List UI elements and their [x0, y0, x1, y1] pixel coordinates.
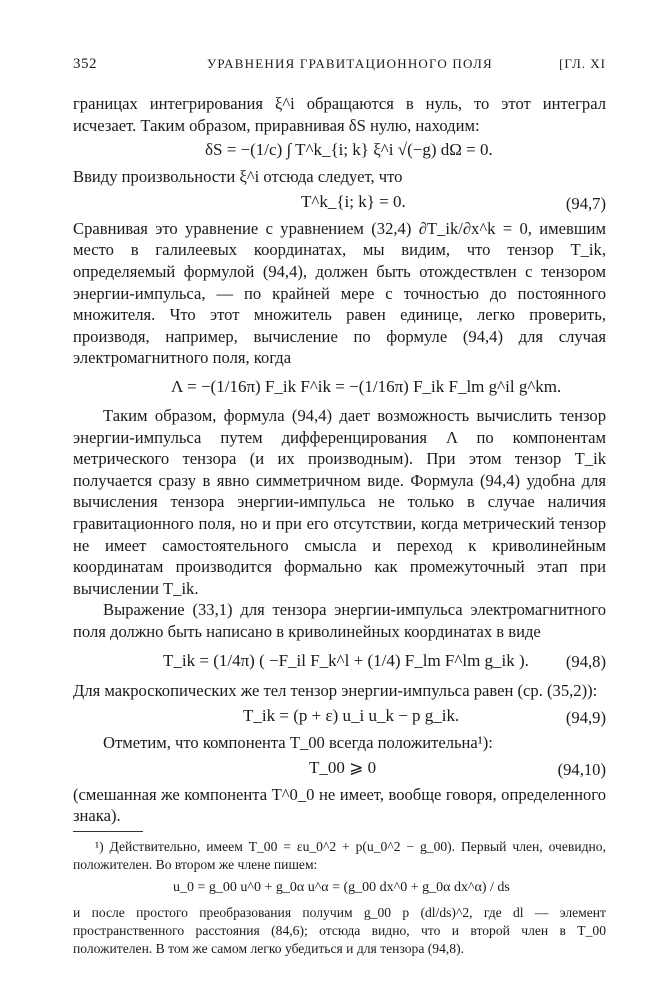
footnote-1-part-1: ¹) Действительно, имеем T_00 = εu_0^2 + p(u_0^2 − g_00). Первый член, очевидно, положителен. Во втором же члене пишем:	[73, 838, 606, 872]
equation-lambda-text: Λ = −(1/16π) F_ik F^ik = −(1/16π) F_ik F_lm g^il g^km.	[171, 376, 562, 396]
footnote-separator	[73, 831, 143, 832]
footnote-equation-text: u_0 = g_00 u^0 + g_0α u^α = (g_00 dx^0 + g_0α dx^α) / ds	[173, 879, 510, 895]
equation-94-8-text: T_ik = (1/4π) ( −F_il F_k^l + (1/4) F_lm F^lm g_ik ).	[163, 651, 529, 671]
paragraph-4: Таким образом, формула (94,4) дает возможность вычислить тензор энергии-импульса путем дифференцирования Λ по компонентам метрического тензора (и их производным). При этом тензор T_ik получается сразу в явно симметричном виде. Формула (94,4) удобна для вычисления тензора энергии-импульса не только в случае наличия гравитационного поля, но и при его отсутствии, когда метрический тензор не имеет самостоятельного смысла и переход к криволинейным координатам производится формально как промежуточный этап при вычислении T_ik.	[73, 405, 606, 598]
paragraph-3: Сравнивая это уравнение с уравнением (32,4) ∂T_ik/∂x^k = 0, имевшим место в галилеевых координатах, мы видим, что тензор T_ik, определяемый формулой (94,4), должен быть отождествлен с тензором энергии-импульса, — по крайней мере с точностью до постоянного множителя. Что этот множитель равен единице, легко проверить, производя, например, вычисление по формуле (94,4) для случая электромагнитного поля, когда	[73, 218, 606, 368]
equation-94-10-text: T_00 ⩾ 0	[309, 757, 377, 777]
footnote-1-part-2: и после простого преобразования получим g_00 p (dl/ds)^2, где dl — элемент пространственного расстояния (84,6); отсюда видно, что и второй член в T_00 положителен. В том же самом легко убедиться и для тензора (94,8).	[73, 904, 606, 956]
paragraph-8: (смешанная же компонента T^0_0 не имеет, вообще говоря, определенного знака).	[73, 784, 606, 826]
paragraph-5: Выражение (33,1) для тензора энергии-импульса электромагнитного поля должно быть написано в криволинейных координатах в виде	[73, 600, 606, 641]
paragraph-6: Для макроскопических же тел тензор энергии-импульса равен (ср. (35,2)):	[73, 681, 598, 701]
equation-94-7-number: (94,7)	[565, 193, 606, 213]
running-header	[73, 56, 606, 78]
equation-94-8-number: (94,8)	[565, 652, 606, 672]
equation-94-7	[73, 188, 606, 218]
equation-94-7-text: T^k_{i; k} = 0.	[301, 191, 406, 211]
equation-94-9-text: T_ik = (p + ε) u_i u_k − p g_ik.	[243, 706, 460, 726]
paragraph-2: Ввиду произвольности ξ^i отсюда следует, что	[73, 167, 403, 187]
equation-94-9-number: (94,9)	[565, 708, 606, 728]
equation-action-variation	[73, 136, 606, 166]
paragraph-7: Отметим, что компонента T_00 всегда положительна¹):	[103, 733, 493, 753]
equation-94-8	[73, 642, 606, 680]
chapter-label: [ГЛ. XI	[559, 56, 606, 71]
footnote-equation	[73, 874, 606, 904]
running-title: УРАВНЕНИЯ ГРАВИТАЦИОННОГО ПОЛЯ	[207, 56, 493, 71]
paragraph-1: границах интегрирования ξ^i обращаются в нуль, то этот интеграл исчезает. Таким образом, приравнивая δS нулю, находим:	[73, 94, 606, 135]
page-body	[73, 93, 606, 958]
equation-action-text: δS = −(1/c) ∫ T^k_{i; k} ξ^i √(−g) dΩ = 0.	[205, 140, 493, 160]
equation-94-10	[73, 754, 606, 784]
equation-94-9	[73, 702, 606, 732]
equation-lambda	[73, 369, 606, 405]
page-number: 352	[73, 56, 97, 72]
equation-94-10-number: (94,10)	[557, 759, 606, 779]
